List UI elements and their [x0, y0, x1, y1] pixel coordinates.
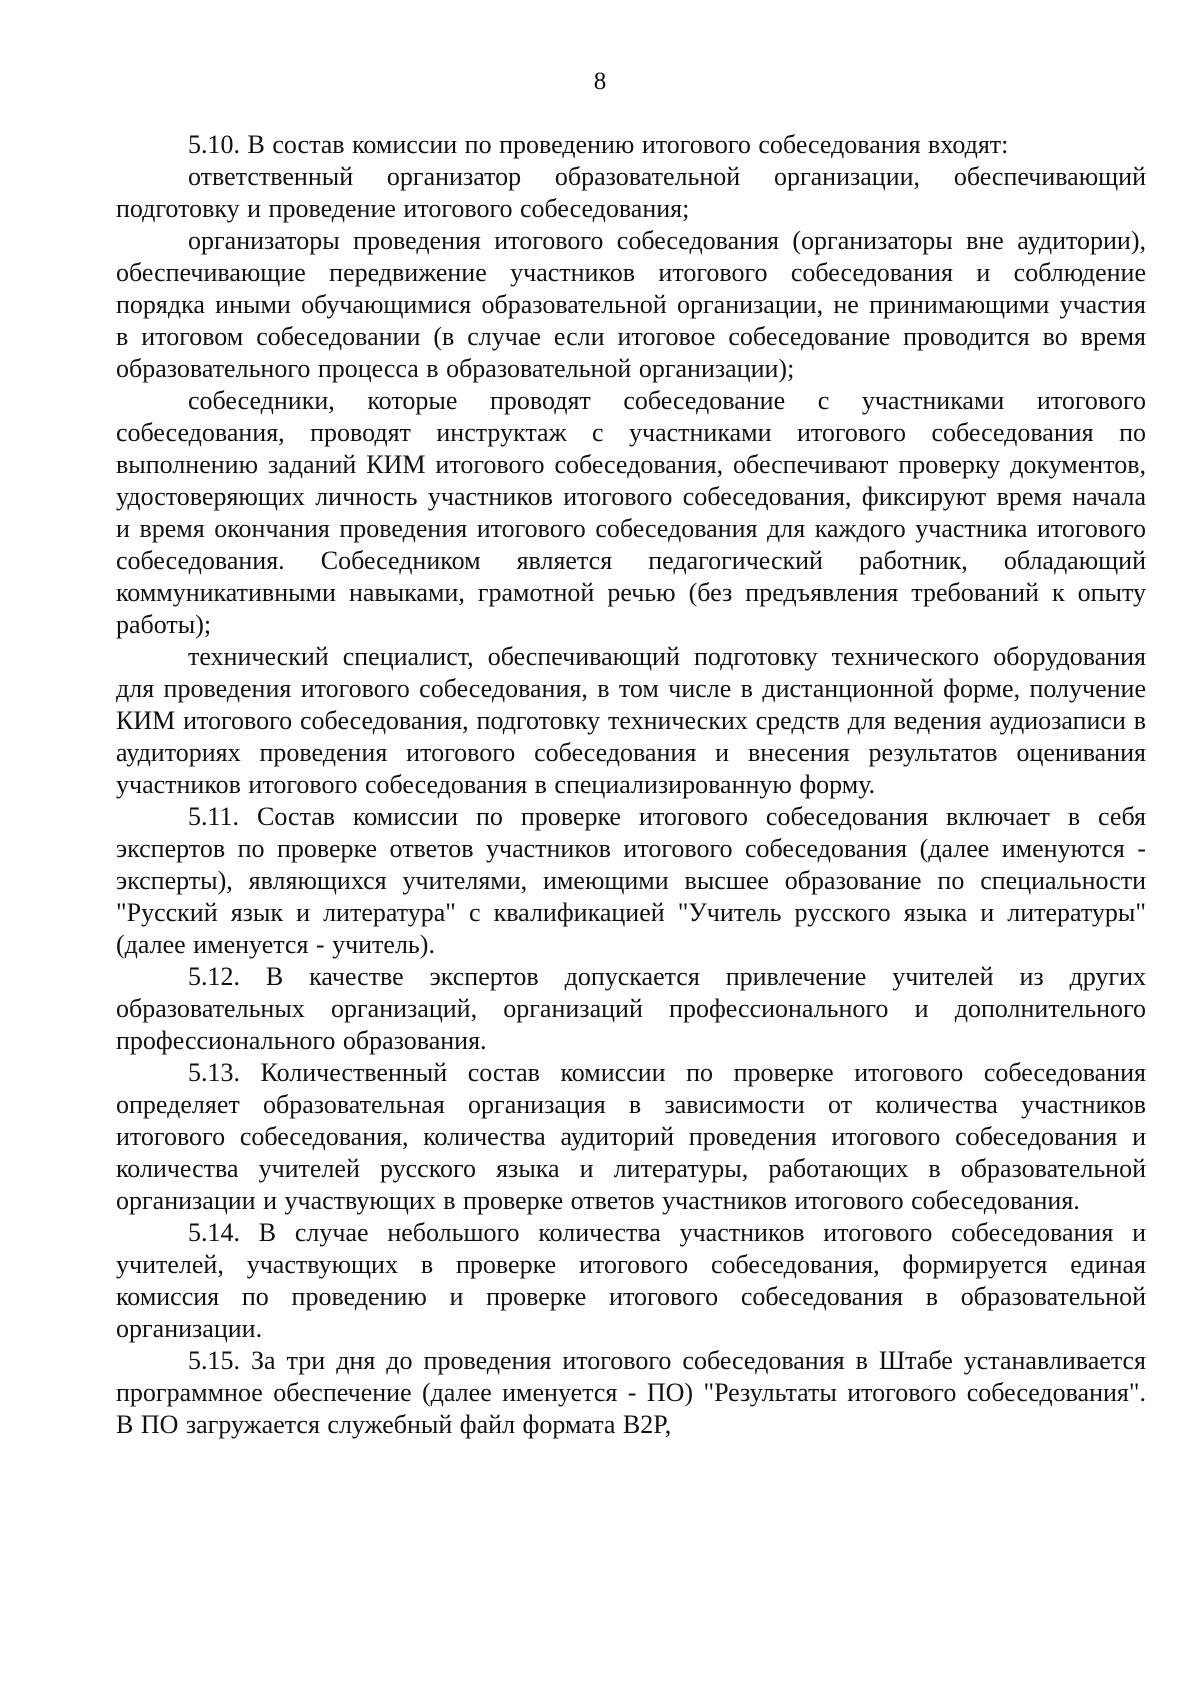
paragraph-5-10: 5.10. В состав комиссии по проведению итогового собеседования входят: [188, 130, 1009, 159]
paragraph-organizers: организаторы проведения итогового собеседования (организаторы вне аудитории), обеспечивающие передвижение участников итогового собеседования и соблюдение порядка иными обучающимися образовательной организации, не принимающими участия в итоговом собеседовании (в случае если итоговое собеседование проводится во время образовательного процесса в образовательной организации); [116, 226, 1146, 383]
paragraph-5-15: 5.15. За три дня до проведения итогового собеседования в Штабе устанавливается программное обеспечение (далее именуется - ПО) "Результаты итогового собеседования". В ПО загружается служебный файл формата B2P, [116, 1346, 1146, 1439]
paragraph-5-13: 5.13. Количественный состав комиссии по проверке итогового собеседования определяет образовательная организация в зависимости от количества участников итогового собеседования, количества аудиторий проведения итогового собеседования и количества учителей русского языка и литературы, работающих в образовательной организации и участвующих в проверке ответов участников итогового собеседования. [116, 1058, 1146, 1215]
paragraph-responsible-organizer: ответственный организатор образовательной организации, обеспечивающий подготовку и проведение итогового собеседования; [116, 162, 1146, 223]
paragraph-interviewers: собеседники, которые проводят собеседование с участниками итогового собеседования, проводят инструктаж с участниками итогового собеседования по выполнению заданий КИМ итогового собеседования, обеспечивают проверку документов, удостоверяющих личность участников итогового собеседования, фиксируют время начала и время окончания проведения итогового собеседования для каждого участника итогового собеседования. Собеседником является педагогический работник, обладающий коммуникативными навыками, грамотной речью (без предъявления требований к опыту работы); [116, 386, 1146, 639]
paragraph-5-11: 5.11. Состав комиссии по проверке итогового собеседования включает в себя экспертов по проверке ответов участников итогового собеседования (далее именуются - эксперты), являющихся учителями, имеющими высшее образование по специальности "Русский язык и литература" с квалификацией "Учитель русского языка и литературы" (далее именуется - учитель). [116, 802, 1146, 959]
paragraph-5-12: 5.12. В качестве экспертов допускается привлечение учителей из других образовательных организаций, организаций профессионального и дополнительного профессионального образования. [116, 962, 1146, 1055]
paragraph-5-14: 5.14. В случае небольшого количества участников итогового собеседования и учителей, участвующих в проверке итогового собеседования, формируется единая комиссия по проведению и проверке итогового собеседования в образовательной организации. [116, 1218, 1146, 1343]
paragraph-technical-specialist: технический специалист, обеспечивающий подготовку технического оборудования для проведения итогового собеседования, в том числе в дистанционной форме, получение КИМ итогового собеседования, подготовку технических средств для ведения аудиозаписи в аудиториях проведения итогового собеседования и внесения результатов оценивания участников итогового собеседования в специализированную форму. [116, 642, 1146, 799]
page-number: 8 [593, 68, 607, 95]
document-body [116, 129, 1146, 1441]
